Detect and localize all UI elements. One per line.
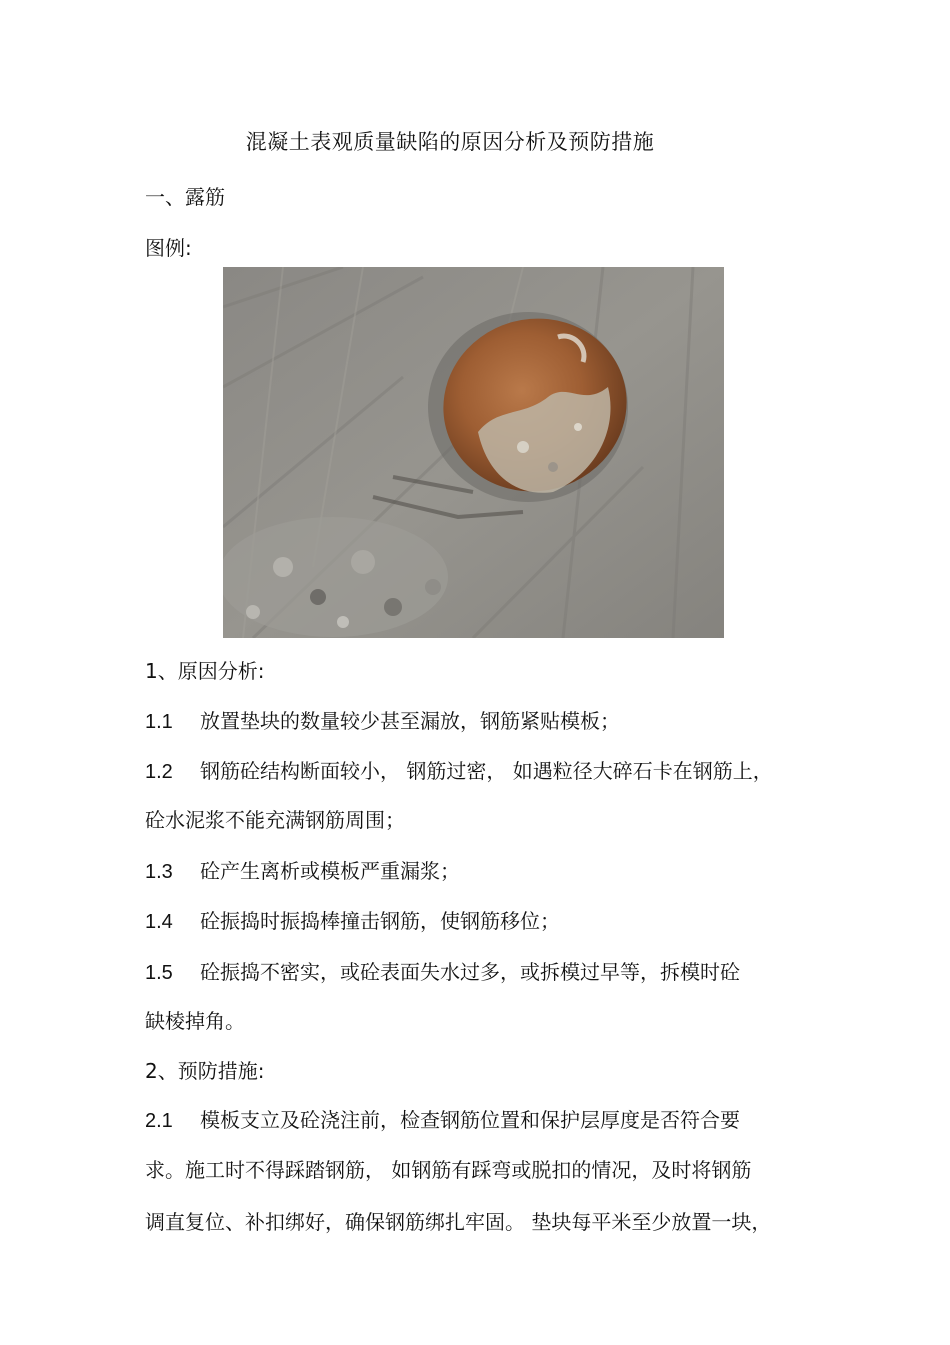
item-text: 砼振捣时振捣棒撞击钢筋，使钢筋移位；	[200, 909, 560, 933]
item-number: 1.3	[145, 861, 173, 883]
cause-item-1-3	[145, 855, 460, 884]
item-number: 1.5	[145, 962, 173, 984]
cause-item-1-2-continued: 砼水泥浆不能充满钢筋周围；	[145, 808, 405, 832]
section-heading-exposed-rebar: 一、露筋	[145, 185, 225, 209]
prevention-heading: 2、预防措施:	[145, 1059, 265, 1083]
cause-item-1-2	[145, 755, 773, 784]
cause-item-1-4	[145, 905, 560, 934]
prevention-item-2-1-continued: 求。施工时不得踩踏钢筋， 如钢筋有踩弯或脱扣的情况，及时将钢筋	[145, 1158, 752, 1182]
item-number: 1.4	[145, 911, 173, 933]
prevention-item-2-1-continued-2: 调直复位、补扣绑好，确保钢筋绑扎牢固。 垫块每平米至少放置一块，	[145, 1210, 772, 1234]
item-text: 砼振捣不密实，或砼表面失水过多，或拆模过早等，拆模时砼	[200, 960, 740, 984]
cause-item-1-5	[145, 956, 740, 985]
prevention-item-2-1	[145, 1104, 740, 1133]
document-title: 混凝土表观质量缺陷的原因分析及预防措施	[245, 130, 655, 154]
item-text: 放置垫块的数量较少甚至漏放，钢筋紧贴模板；	[200, 709, 620, 733]
item-text: 砼产生离析或模板严重漏浆；	[200, 859, 460, 883]
item-number: 1.2	[145, 761, 173, 783]
cause-item-1-1	[145, 705, 620, 734]
item-text: 模板支立及砼浇注前，检查钢筋位置和保护层厚度是否符合要	[200, 1108, 740, 1132]
cause-analysis-heading: 1、原因分析:	[145, 659, 265, 683]
item-text: 钢筋砼结构断面较小， 钢筋过密， 如遇粒径大碎石卡在钢筋上，	[200, 759, 773, 783]
cause-item-1-5-continued: 缺棱掉角。	[145, 1009, 245, 1033]
item-number: 1.1	[145, 711, 173, 733]
item-number: 2.1	[145, 1110, 173, 1132]
exposed-rebar-photo	[223, 267, 724, 638]
legend-label: 图例:	[145, 236, 192, 260]
